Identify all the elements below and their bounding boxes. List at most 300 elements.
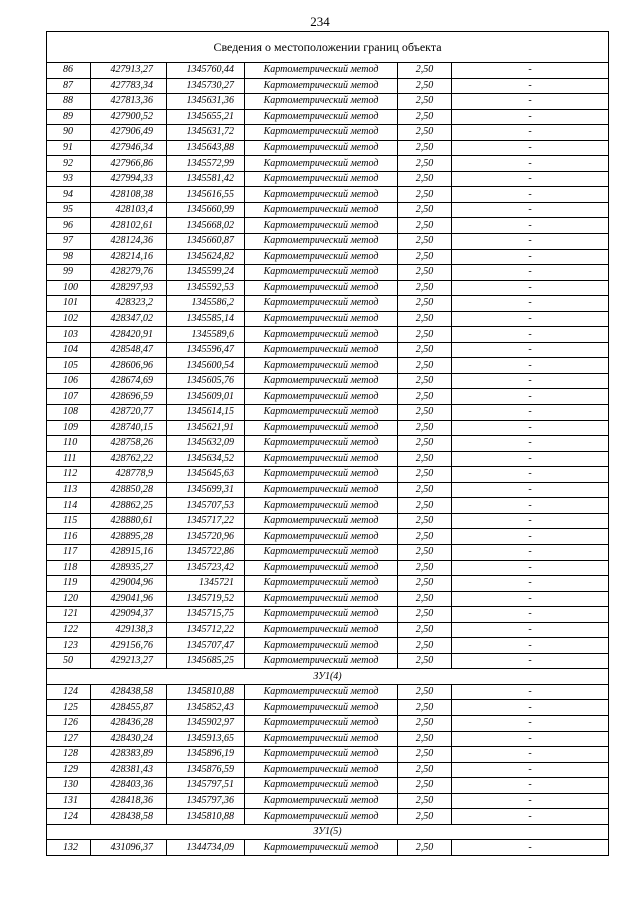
description-cell: - [452, 125, 609, 141]
y-coordinate-cell: 1345643,88 [167, 140, 245, 156]
point-number-cell: 126 [47, 715, 91, 731]
table-row [47, 156, 609, 172]
accuracy-cell: 2,50 [398, 747, 452, 763]
y-coordinate-cell: 1345852,43 [167, 700, 245, 716]
table-row [47, 715, 609, 731]
method-cell: Картометрический метод [245, 684, 398, 700]
y-coordinate-cell: 1345660,99 [167, 202, 245, 218]
method-cell: Картометрический метод [245, 529, 398, 545]
y-coordinate-cell: 1345730,27 [167, 78, 245, 94]
x-coordinate-cell: 428696,59 [91, 389, 167, 405]
method-cell: Картометрический метод [245, 125, 398, 141]
table-row [47, 358, 609, 374]
description-cell: - [452, 731, 609, 747]
y-coordinate-cell: 1345699,31 [167, 482, 245, 498]
description-cell: - [452, 171, 609, 187]
y-coordinate-cell: 1345605,76 [167, 373, 245, 389]
y-coordinate-cell: 1345632,09 [167, 436, 245, 452]
description-cell: - [452, 762, 609, 778]
y-coordinate-cell: 1345712,22 [167, 622, 245, 638]
table-caption-row [47, 32, 609, 63]
description-cell: - [452, 249, 609, 265]
x-coordinate-cell: 428383,89 [91, 747, 167, 763]
point-number-cell: 105 [47, 358, 91, 374]
description-cell: - [452, 684, 609, 700]
x-coordinate-cell: 428436,28 [91, 715, 167, 731]
table-row [47, 653, 609, 669]
accuracy-cell: 2,50 [398, 265, 452, 281]
point-number-cell: 132 [47, 840, 91, 856]
method-cell: Картометрический метод [245, 358, 398, 374]
accuracy-cell: 2,50 [398, 638, 452, 654]
y-coordinate-cell: 1345631,72 [167, 125, 245, 141]
point-number-cell: 110 [47, 436, 91, 452]
y-coordinate-cell: 1345616,55 [167, 187, 245, 203]
description-cell: - [452, 156, 609, 172]
accuracy-cell: 2,50 [398, 342, 452, 358]
table-title: Сведения о местоположении границ объекта [47, 32, 609, 63]
accuracy-cell: 2,50 [398, 171, 452, 187]
x-coordinate-cell: 428297,93 [91, 280, 167, 296]
y-coordinate-cell: 1345715,75 [167, 607, 245, 623]
accuracy-cell: 2,50 [398, 389, 452, 405]
description-cell: - [452, 78, 609, 94]
table-row [47, 529, 609, 545]
point-number-cell: 108 [47, 405, 91, 421]
accuracy-cell: 2,50 [398, 249, 452, 265]
y-coordinate-cell: 1345600,54 [167, 358, 245, 374]
x-coordinate-cell: 428102,61 [91, 218, 167, 234]
accuracy-cell: 2,50 [398, 731, 452, 747]
accuracy-cell: 2,50 [398, 451, 452, 467]
table-row [47, 125, 609, 141]
page-number: 234 [310, 14, 330, 29]
description-cell: - [452, 560, 609, 576]
table-row [47, 778, 609, 794]
x-coordinate-cell: 427783,34 [91, 78, 167, 94]
x-coordinate-cell: 427813,36 [91, 94, 167, 110]
x-coordinate-cell: 427900,52 [91, 109, 167, 125]
accuracy-cell: 2,50 [398, 311, 452, 327]
y-coordinate-cell: 1345668,02 [167, 218, 245, 234]
point-number-cell: 102 [47, 311, 91, 327]
x-coordinate-cell: 428758,26 [91, 436, 167, 452]
description-cell: - [452, 513, 609, 529]
table-row [47, 451, 609, 467]
accuracy-cell: 2,50 [398, 809, 452, 825]
accuracy-cell: 2,50 [398, 436, 452, 452]
table-row [47, 840, 609, 856]
x-coordinate-cell: 428880,61 [91, 513, 167, 529]
description-cell: - [452, 389, 609, 405]
description-cell: - [452, 280, 609, 296]
accuracy-cell: 2,50 [398, 63, 452, 79]
y-coordinate-cell: 1345589,6 [167, 327, 245, 343]
point-number-cell: 122 [47, 622, 91, 638]
table-row [47, 311, 609, 327]
x-coordinate-cell: 428214,16 [91, 249, 167, 265]
x-coordinate-cell: 428124,36 [91, 234, 167, 250]
y-coordinate-cell: 1345760,44 [167, 63, 245, 79]
point-number-cell: 113 [47, 482, 91, 498]
accuracy-cell: 2,50 [398, 78, 452, 94]
table-row [47, 513, 609, 529]
point-number-cell: 124 [47, 809, 91, 825]
method-cell: Картометрический метод [245, 420, 398, 436]
description-cell: - [452, 498, 609, 514]
description-cell: - [452, 140, 609, 156]
method-cell: Картометрический метод [245, 793, 398, 809]
accuracy-cell: 2,50 [398, 793, 452, 809]
table-row [47, 109, 609, 125]
point-number-cell: 130 [47, 778, 91, 794]
point-number-cell: 93 [47, 171, 91, 187]
table-row [47, 498, 609, 514]
description-cell: - [452, 529, 609, 545]
point-number-cell: 88 [47, 94, 91, 110]
accuracy-cell: 2,50 [398, 280, 452, 296]
table-row [47, 482, 609, 498]
table-row [47, 63, 609, 79]
description-cell: - [452, 234, 609, 250]
method-cell: Картометрический метод [245, 389, 398, 405]
accuracy-cell: 2,50 [398, 684, 452, 700]
method-cell: Картометрический метод [245, 234, 398, 250]
y-coordinate-cell: 1345719,52 [167, 591, 245, 607]
x-coordinate-cell: 431096,37 [91, 840, 167, 856]
x-coordinate-cell: 428862,25 [91, 498, 167, 514]
description-cell: - [452, 296, 609, 312]
accuracy-cell: 2,50 [398, 715, 452, 731]
y-coordinate-cell: 1345797,51 [167, 778, 245, 794]
y-coordinate-cell: 1345720,96 [167, 529, 245, 545]
x-coordinate-cell: 428108,38 [91, 187, 167, 203]
description-cell: - [452, 591, 609, 607]
method-cell: Картометрический метод [245, 249, 398, 265]
point-number-cell: 118 [47, 560, 91, 576]
x-coordinate-cell: 428418,36 [91, 793, 167, 809]
table-row [47, 544, 609, 560]
y-coordinate-cell: 1345810,88 [167, 684, 245, 700]
method-cell: Картометрический метод [245, 576, 398, 592]
accuracy-cell: 2,50 [398, 576, 452, 592]
point-number-cell: 86 [47, 63, 91, 79]
accuracy-cell: 2,50 [398, 187, 452, 203]
x-coordinate-cell: 428778,9 [91, 467, 167, 483]
description-cell: - [452, 109, 609, 125]
x-coordinate-cell: 428455,87 [91, 700, 167, 716]
x-coordinate-cell: 428720,77 [91, 405, 167, 421]
table-row [47, 202, 609, 218]
point-number-cell: 131 [47, 793, 91, 809]
y-coordinate-cell: 1345621,91 [167, 420, 245, 436]
y-coordinate-cell: 1345685,25 [167, 653, 245, 669]
accuracy-cell: 2,50 [398, 467, 452, 483]
description-cell: - [452, 715, 609, 731]
accuracy-cell: 2,50 [398, 109, 452, 125]
method-cell: Картометрический метод [245, 778, 398, 794]
x-coordinate-cell: 428548,47 [91, 342, 167, 358]
description-cell: - [452, 94, 609, 110]
point-number-cell: 116 [47, 529, 91, 545]
x-coordinate-cell: 429213,27 [91, 653, 167, 669]
point-number-cell: 117 [47, 544, 91, 560]
point-number-cell: 87 [47, 78, 91, 94]
method-cell: Картометрический метод [245, 482, 398, 498]
method-cell: Картометрический метод [245, 296, 398, 312]
table-row [47, 576, 609, 592]
description-cell: - [452, 451, 609, 467]
accuracy-cell: 2,50 [398, 202, 452, 218]
point-number-cell: 127 [47, 731, 91, 747]
accuracy-cell: 2,50 [398, 234, 452, 250]
method-cell: Картометрический метод [245, 700, 398, 716]
accuracy-cell: 2,50 [398, 296, 452, 312]
y-coordinate-cell: 1345660,87 [167, 234, 245, 250]
table-row [47, 762, 609, 778]
accuracy-cell: 2,50 [398, 560, 452, 576]
method-cell: Картометрический метод [245, 218, 398, 234]
x-coordinate-cell: 428915,16 [91, 544, 167, 560]
point-number-cell: 100 [47, 280, 91, 296]
description-cell: - [452, 202, 609, 218]
accuracy-cell: 2,50 [398, 840, 452, 856]
accuracy-cell: 2,50 [398, 482, 452, 498]
y-coordinate-cell: 1345572,99 [167, 156, 245, 172]
accuracy-cell: 2,50 [398, 513, 452, 529]
description-cell: - [452, 840, 609, 856]
accuracy-cell: 2,50 [398, 405, 452, 421]
table-row [47, 280, 609, 296]
x-coordinate-cell: 428279,76 [91, 265, 167, 281]
table-row [47, 622, 609, 638]
y-coordinate-cell: 1345810,88 [167, 809, 245, 825]
y-coordinate-cell: 1345655,21 [167, 109, 245, 125]
description-cell: - [452, 653, 609, 669]
method-cell: Картометрический метод [245, 731, 398, 747]
y-coordinate-cell: 1345722,86 [167, 544, 245, 560]
accuracy-cell: 2,50 [398, 762, 452, 778]
table-row [47, 793, 609, 809]
accuracy-cell: 2,50 [398, 358, 452, 374]
description-cell: - [452, 63, 609, 79]
table-row [47, 296, 609, 312]
x-coordinate-cell: 428438,58 [91, 809, 167, 825]
point-number-cell: 96 [47, 218, 91, 234]
method-cell: Картометрический метод [245, 653, 398, 669]
table-row [47, 373, 609, 389]
y-coordinate-cell: 1345913,65 [167, 731, 245, 747]
description-cell: - [452, 778, 609, 794]
y-coordinate-cell: 1345902,97 [167, 715, 245, 731]
method-cell: Картометрический метод [245, 187, 398, 203]
accuracy-cell: 2,50 [398, 653, 452, 669]
x-coordinate-cell: 427994,33 [91, 171, 167, 187]
description-cell: - [452, 622, 609, 638]
point-number-cell: 98 [47, 249, 91, 265]
point-number-cell: 112 [47, 467, 91, 483]
point-number-cell: 99 [47, 265, 91, 281]
x-coordinate-cell: 428606,96 [91, 358, 167, 374]
point-number-cell: 92 [47, 156, 91, 172]
y-coordinate-cell: 1345707,47 [167, 638, 245, 654]
method-cell: Картометрический метод [245, 405, 398, 421]
y-coordinate-cell: 1345631,36 [167, 94, 245, 110]
table-row [47, 78, 609, 94]
x-coordinate-cell: 428762,22 [91, 451, 167, 467]
y-coordinate-cell: 1345707,53 [167, 498, 245, 514]
description-cell: - [452, 747, 609, 763]
section-label: ЗУ1(5) [47, 824, 609, 840]
method-cell: Картометрический метод [245, 202, 398, 218]
description-cell: - [452, 700, 609, 716]
section-header-row [47, 669, 609, 685]
x-coordinate-cell: 428323,2 [91, 296, 167, 312]
x-coordinate-cell: 428935,27 [91, 560, 167, 576]
method-cell: Картометрический метод [245, 498, 398, 514]
x-coordinate-cell: 428895,28 [91, 529, 167, 545]
point-number-cell: 119 [47, 576, 91, 592]
description-cell: - [452, 265, 609, 281]
table-row [47, 187, 609, 203]
x-coordinate-cell: 427906,49 [91, 125, 167, 141]
point-number-cell: 115 [47, 513, 91, 529]
method-cell: Картометрический метод [245, 94, 398, 110]
method-cell: Картометрический метод [245, 280, 398, 296]
description-cell: - [452, 607, 609, 623]
method-cell: Картометрический метод [245, 451, 398, 467]
point-number-cell: 104 [47, 342, 91, 358]
accuracy-cell: 2,50 [398, 373, 452, 389]
x-coordinate-cell: 428438,58 [91, 684, 167, 700]
method-cell: Картометрический метод [245, 78, 398, 94]
method-cell: Картометрический метод [245, 560, 398, 576]
x-coordinate-cell: 428403,36 [91, 778, 167, 794]
y-coordinate-cell: 1345717,22 [167, 513, 245, 529]
method-cell: Картометрический метод [245, 467, 398, 483]
table-row [47, 467, 609, 483]
point-number-cell: 94 [47, 187, 91, 203]
x-coordinate-cell: 428740,15 [91, 420, 167, 436]
point-number-cell: 89 [47, 109, 91, 125]
point-number-cell: 111 [47, 451, 91, 467]
point-number-cell: 123 [47, 638, 91, 654]
section-label: ЗУ1(4) [47, 669, 609, 685]
table-row [47, 420, 609, 436]
table-row [47, 405, 609, 421]
method-cell: Картометрический метод [245, 591, 398, 607]
method-cell: Картометрический метод [245, 140, 398, 156]
accuracy-cell: 2,50 [398, 156, 452, 172]
description-cell: - [452, 576, 609, 592]
accuracy-cell: 2,50 [398, 529, 452, 545]
point-number-cell: 121 [47, 607, 91, 623]
table-row [47, 171, 609, 187]
point-number-cell: 124 [47, 684, 91, 700]
table-row [47, 560, 609, 576]
accuracy-cell: 2,50 [398, 591, 452, 607]
method-cell: Картометрический метод [245, 607, 398, 623]
y-coordinate-cell: 1345581,42 [167, 171, 245, 187]
table-row [47, 265, 609, 281]
table-row [47, 389, 609, 405]
x-coordinate-cell: 429094,37 [91, 607, 167, 623]
point-number-cell: 114 [47, 498, 91, 514]
description-cell: - [452, 187, 609, 203]
accuracy-cell: 2,50 [398, 327, 452, 343]
point-number-cell: 129 [47, 762, 91, 778]
point-number-cell: 128 [47, 747, 91, 763]
y-coordinate-cell: 1345634,52 [167, 451, 245, 467]
point-number-cell: 101 [47, 296, 91, 312]
accuracy-cell: 2,50 [398, 622, 452, 638]
point-number-cell: 50 [47, 653, 91, 669]
y-coordinate-cell: 1345876,59 [167, 762, 245, 778]
table-row [47, 684, 609, 700]
x-coordinate-cell: 427946,34 [91, 140, 167, 156]
method-cell: Картометрический метод [245, 622, 398, 638]
point-number-cell: 109 [47, 420, 91, 436]
method-cell: Картометрический метод [245, 747, 398, 763]
accuracy-cell: 2,50 [398, 700, 452, 716]
method-cell: Картометрический метод [245, 638, 398, 654]
table-row [47, 140, 609, 156]
method-cell: Картометрический метод [245, 109, 398, 125]
method-cell: Картометрический метод [245, 544, 398, 560]
x-coordinate-cell: 428420,91 [91, 327, 167, 343]
y-coordinate-cell: 1345797,36 [167, 793, 245, 809]
accuracy-cell: 2,50 [398, 140, 452, 156]
description-cell: - [452, 327, 609, 343]
x-coordinate-cell: 429004,96 [91, 576, 167, 592]
table-body [47, 32, 609, 856]
section-header-row [47, 824, 609, 840]
point-number-cell: 107 [47, 389, 91, 405]
description-cell: - [452, 809, 609, 825]
table-row [47, 94, 609, 110]
method-cell: Картометрический метод [245, 373, 398, 389]
x-coordinate-cell: 428347,02 [91, 311, 167, 327]
y-coordinate-cell: 1345721 [167, 576, 245, 592]
description-cell: - [452, 793, 609, 809]
method-cell: Картометрический метод [245, 436, 398, 452]
point-number-cell: 97 [47, 234, 91, 250]
accuracy-cell: 2,50 [398, 420, 452, 436]
method-cell: Картометрический метод [245, 265, 398, 281]
x-coordinate-cell: 428103,4 [91, 202, 167, 218]
accuracy-cell: 2,50 [398, 544, 452, 560]
point-number-cell: 125 [47, 700, 91, 716]
table-row [47, 607, 609, 623]
boundary-coordinates-sheet [46, 31, 608, 856]
y-coordinate-cell: 1345586,2 [167, 296, 245, 312]
table-row [47, 591, 609, 607]
description-cell: - [452, 482, 609, 498]
description-cell: - [452, 342, 609, 358]
table-row [47, 327, 609, 343]
description-cell: - [452, 373, 609, 389]
method-cell: Картометрический метод [245, 762, 398, 778]
y-coordinate-cell: 1345596,47 [167, 342, 245, 358]
method-cell: Картометрический метод [245, 63, 398, 79]
x-coordinate-cell: 428674,69 [91, 373, 167, 389]
description-cell: - [452, 638, 609, 654]
accuracy-cell: 2,50 [398, 94, 452, 110]
y-coordinate-cell: 1345609,01 [167, 389, 245, 405]
table-row [47, 747, 609, 763]
point-number-cell: 90 [47, 125, 91, 141]
y-coordinate-cell: 1345599,24 [167, 265, 245, 281]
